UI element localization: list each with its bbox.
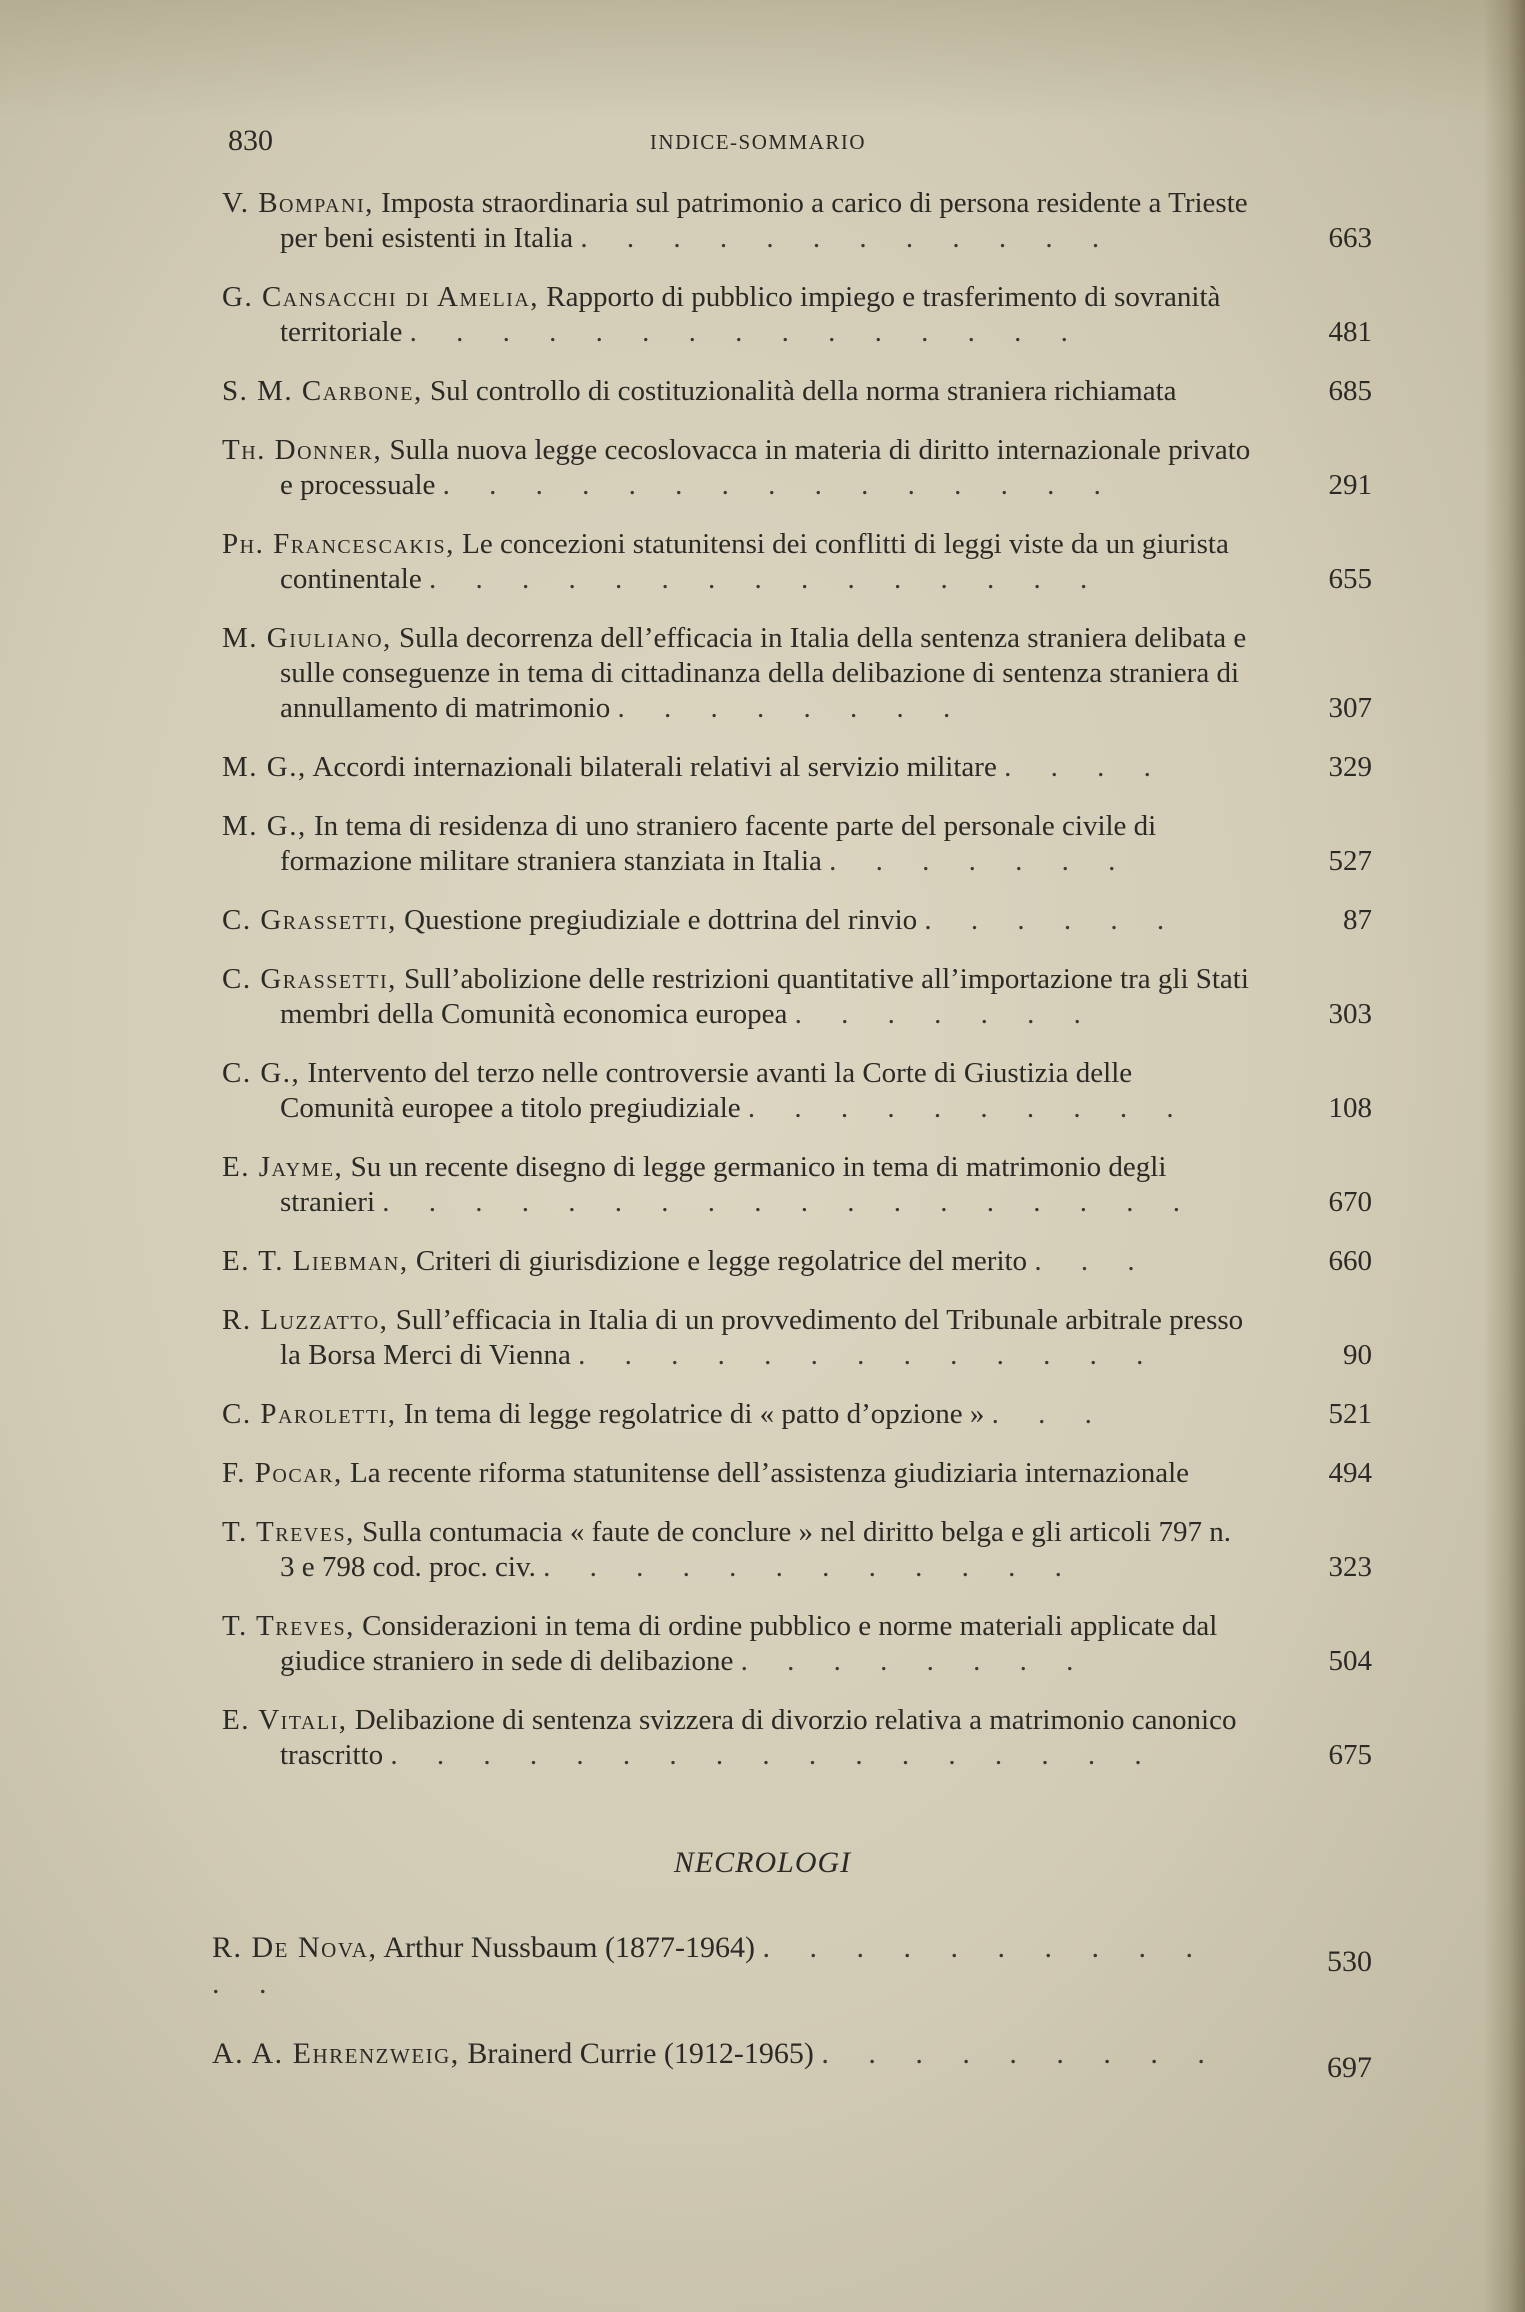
entry-page: 307 xyxy=(1328,692,1372,724)
index-entry xyxy=(222,1056,1372,1126)
entry-page: 675 xyxy=(1328,1739,1372,1771)
entry-page: 108 xyxy=(1328,1092,1372,1124)
entry-title: Brainerd Currie (1912-1965) xyxy=(467,2037,814,2070)
page-shading xyxy=(0,0,1525,120)
necrology-entry xyxy=(212,1930,1372,2002)
entry-author: C. Grassetti, xyxy=(222,904,397,936)
entry-author: C. Grassetti, xyxy=(222,963,397,995)
index-entries xyxy=(222,186,1372,1797)
entry-author: M. G., xyxy=(222,810,307,842)
entry-page: 90 xyxy=(1343,1339,1372,1371)
index-entry xyxy=(222,1150,1372,1220)
entry-title: Imposta straordinaria sul patrimonio a carico di persona residente a Trieste per beni esistenti in Italia xyxy=(280,187,1248,254)
leader-dots: . . . . xyxy=(1004,751,1167,783)
entry-author: E. Vitali, xyxy=(222,1704,348,1736)
entry-title: Considerazioni in tema di ordine pubblico e norme materiali applicate dal giudice straniero in sede di delibazione xyxy=(280,1610,1218,1677)
index-entry xyxy=(222,809,1372,879)
index-entry xyxy=(222,374,1372,409)
entry-page: 670 xyxy=(1328,1186,1372,1218)
entry-author: Ph. Francescakis, xyxy=(222,528,455,560)
entry-title: La recente riforma statunitense dell’assistenza giudiziaria internazionale xyxy=(350,1457,1190,1489)
entry-title: Questione pregiudiziale e dottrina del rinvio xyxy=(404,904,918,936)
entry-page: 323 xyxy=(1328,1551,1372,1583)
necrology-heading: NECROLOGI xyxy=(673,1846,852,1879)
necrology-entry xyxy=(212,2036,1372,2084)
leader-dots: . . . . . . . xyxy=(829,845,1132,877)
entry-title: In tema di legge regolatrice di « patto d’opzione » xyxy=(403,1398,985,1430)
entry-page: 329 xyxy=(1328,751,1372,783)
entry-title: Sulla contumacia « faute de conclure » nel diritto belga e gli articoli 797 n. 3 e 798 cod. proc. civ. xyxy=(280,1516,1232,1583)
page-header xyxy=(228,122,1288,162)
entry-page: 303 xyxy=(1328,998,1372,1030)
entry-author: R. Luzzatto, xyxy=(222,1304,389,1336)
entry-title: Accordi internazionali bilaterali relativi al servizio militare xyxy=(312,751,997,783)
entry-title: Sull’efficacia in Italia di un provvedimento del Tribunale arbitrale presso la Borsa Merci di Vienna xyxy=(280,1304,1244,1371)
book-spine-shadow xyxy=(1483,0,1525,2312)
entry-page: 521 xyxy=(1328,1398,1372,1430)
entry-title: Sul controllo di costituzionalità della norma straniera richiamata xyxy=(429,375,1177,407)
leader-dots: . . . . . . . . . . . . . . . . . . xyxy=(382,1186,1197,1218)
entry-title: Sulla nuova legge cecoslovacca in materia di diritto internazionale privato e processuale xyxy=(280,434,1251,501)
entry-author: M. G., xyxy=(222,751,307,783)
entry-title: Su un recente disegno di legge germanico in tema di matrimonio degli stranieri xyxy=(280,1151,1167,1218)
entry-author: E. T. Liebman, xyxy=(222,1245,409,1277)
index-entry xyxy=(222,1303,1372,1373)
index-entry xyxy=(222,1456,1372,1491)
leader-dots: . . . . . . . . . . . . . xyxy=(578,1339,1160,1371)
entry-author: Th. Donner, xyxy=(222,434,383,466)
entry-author: A. A. Ehrenzweig, xyxy=(212,2037,460,2070)
entry-page: 660 xyxy=(1328,1245,1372,1277)
necrology-entries xyxy=(212,1930,1372,2106)
index-entry xyxy=(222,280,1372,350)
leader-dots: . . . . . . . . xyxy=(740,1645,1090,1677)
entry-page: 494 xyxy=(1328,1457,1372,1489)
entry-page: 291 xyxy=(1328,469,1372,501)
leader-dots: . . . . . . . . . . . . xyxy=(212,1931,1209,2000)
entry-title: Sulla decorrenza dell’efficacia in Italia della sentenza straniera delibata e sulle conseguenze in tema di cittadinanza della delibazione di sentenza straniera di annullamento di matrimonio xyxy=(280,622,1247,724)
entry-author: V. Bompani, xyxy=(222,187,374,219)
leader-dots: . . . . . . . . . . . . . . . xyxy=(409,316,1084,348)
index-entry xyxy=(222,1515,1372,1585)
entry-title: Criteri di giurisdizione e legge regolatrice del merito xyxy=(415,1245,1028,1277)
entry-title: Sull’abolizione delle restrizioni quantitative all’importazione tra gli Stati membri della Comunità economica europea xyxy=(280,963,1249,1030)
entry-author: S. M. Carbone, xyxy=(222,375,423,407)
index-entry xyxy=(222,903,1372,938)
entry-author: T. Treves, xyxy=(222,1610,355,1642)
leader-dots: . . . . . . . xyxy=(794,998,1097,1030)
entry-page: 527 xyxy=(1328,845,1372,877)
entry-author: R. De Nova, xyxy=(212,1931,378,1964)
index-entry xyxy=(222,1397,1372,1432)
entry-page: 685 xyxy=(1328,375,1372,407)
index-entry xyxy=(222,1703,1372,1773)
entry-author: C. G., xyxy=(222,1057,301,1089)
leader-dots: . . . . . . . . . . . . . . . xyxy=(428,563,1104,595)
entry-author: F. Pocar, xyxy=(222,1457,343,1489)
index-entry xyxy=(222,1609,1372,1679)
index-entry xyxy=(222,433,1372,503)
entry-author: M. Giuliano, xyxy=(222,622,392,654)
entry-page: 87 xyxy=(1343,904,1372,936)
index-entry xyxy=(222,962,1372,1032)
entry-page: 663 xyxy=(1328,222,1372,254)
entry-page: 697 xyxy=(1327,2051,1372,2084)
entry-title: Arthur Nussbaum (1877-1964) xyxy=(383,1931,755,1964)
entry-author: T. Treves, xyxy=(222,1516,355,1548)
index-entry xyxy=(222,1244,1372,1279)
entry-page: 530 xyxy=(1327,1945,1372,1978)
entry-title: Intervento del terzo nelle controversie avanti la Corte di Giustizia delle Comunità europee a titolo pregiudiziale xyxy=(280,1057,1133,1124)
index-entry xyxy=(222,621,1372,726)
leader-dots: . . . . . . . . . . . . . . . . . xyxy=(390,1739,1158,1771)
leader-dots: . . . . . . . . . . . . . . . xyxy=(442,469,1117,501)
entry-author: C. Paroletti, xyxy=(222,1398,397,1430)
leader-dots: . . . . . . . . xyxy=(617,692,967,724)
page-number: 830 xyxy=(228,124,273,157)
leader-dots: . . . . . . xyxy=(924,904,1181,936)
entry-title: Rapporto di pubblico impiego e trasferimento di sovranità territoriale xyxy=(280,281,1221,348)
running-title: INDICE-SOMMARIO xyxy=(649,130,867,154)
leader-dots: . . . . . . . . . . xyxy=(747,1092,1190,1124)
entry-author: E. Jayme, xyxy=(222,1151,344,1183)
leader-dots: . . . . . . . . . . . . xyxy=(580,222,1116,254)
index-entry xyxy=(222,750,1372,785)
index-entry xyxy=(222,527,1372,597)
entry-author: G. Cansacchi di Amelia, xyxy=(222,281,540,313)
leader-dots: . . . xyxy=(1034,1245,1151,1277)
entry-title: In tema di residenza di uno straniero facente parte del personale civile di formazione militare straniera stanziata in Italia xyxy=(280,810,1157,877)
leader-dots: . . . . . . . . . xyxy=(821,2037,1221,2070)
index-entry xyxy=(222,186,1372,256)
entry-page: 481 xyxy=(1328,316,1372,348)
entry-title: Le concezioni statunitensi dei conflitti di leggi viste da un giurista continentale xyxy=(280,528,1229,595)
entry-title: Delibazione di sentenza svizzera di divorzio relativa a matrimonio canonico trascritto xyxy=(280,1704,1237,1771)
entry-page: 504 xyxy=(1328,1645,1372,1677)
leader-dots: . . . . . . . . . . . . xyxy=(543,1551,1078,1583)
entry-page: 655 xyxy=(1328,563,1372,595)
leader-dots: . . . xyxy=(991,1398,1108,1430)
